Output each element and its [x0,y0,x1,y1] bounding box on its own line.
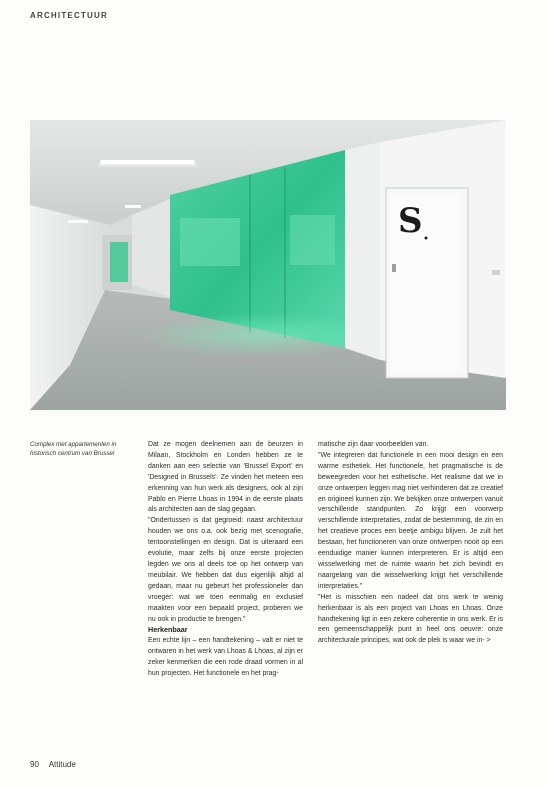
corridor-photo [30,120,506,410]
body-paragraph: matische zijn daar voorbeelden van. [318,441,429,448]
corridor-illustration [30,120,506,410]
subheading: Herkenbaar [148,625,188,635]
magazine-name: Attitude [48,760,76,769]
body-paragraph: "Ondertussen is dat gegroeid: naast architectuur houden we ons o.a. ook bezig met scenografie, tentoonstellingen en design. Dat is uiteraard een evolutie, maar zelfs bij onze eerste projecten legden we ons al deels toe op het ontwerp van meubilair. We hebben dat dus eigenlijk altijd al gedaan, maar nu gebeurt het professioneler dan vroeger: wat we toen eenmalig en exclusief maakten voor een bepaald project, proberen we nu ook in productie te brengen." [148,517,303,623]
page-number: 90 [30,760,39,769]
body-paragraph: Dat ze mogen deelnemen aan de beurzen in Milaan, Stockholm en Londen hebben ze te danken aan een selectie van 'Brussel Export' en 'Designed in Brussels'. Ze vinden het meteen een erkenning van hun werk als designers, ook al zijn Pablo en Pierre Lhoas in 1994 in de eerste plaats als architecten aan de slag gegaan. [148,441,303,514]
section-label: ARCHITECTUUR [30,11,108,20]
page-footer [30,760,76,769]
body-paragraph: Een echte lijn – een handtekening – valt er niet te ontwaren in het werk van Lhoas & Lhoas, al zijn er zeker kenmerken die een rode draad vormen in al hun projecten. Het functionele en het prag- [148,637,303,678]
body-paragraph: "Het is misschien een nadeel dat ons werk te weinig herkenbaar is als een project van Lhoas en Lhoas. Onze handtekening ligt in een zekere coherentie in ons werk. Er is een gemeenschappelijk punt in heel ons oeuvre: onze architecturale principes, wat ook de plek is waar we in- > [318,593,503,645]
text-column-2 [318,440,503,647]
body-paragraph: "We integreren dat functionele in een mooi design en een warme esthetiek. Het functionele, het pragmatische is de beweegreden voor het esthetische. Het realisme dat we in onze ontwerpen leggen mag niet verhinderen dat ze creatief en origineel kunnen zijn. We bekijken onze ontwerpen vanuit verschillende standpunten. Zo krijgt een voorwerp verschillende interpretaties, zodat de bestemming, de zin en het creatieve proces een beetje ambigu blijven. Je zult het bestaan, het functioneren van onze ontwerpen nooit op een eenduidige manier kunnen interpreteren. Er is altijd een wisselwerking met de ruimte waarin het zich bevindt en naargelang van die wisselwerking krijgt het verschillende interpretaties." [318,451,503,590]
photo-caption: Complex met appartementen in historisch centrum van Brussel [30,441,117,457]
door-letter: S [398,201,423,241]
text-column-1 [148,440,303,680]
